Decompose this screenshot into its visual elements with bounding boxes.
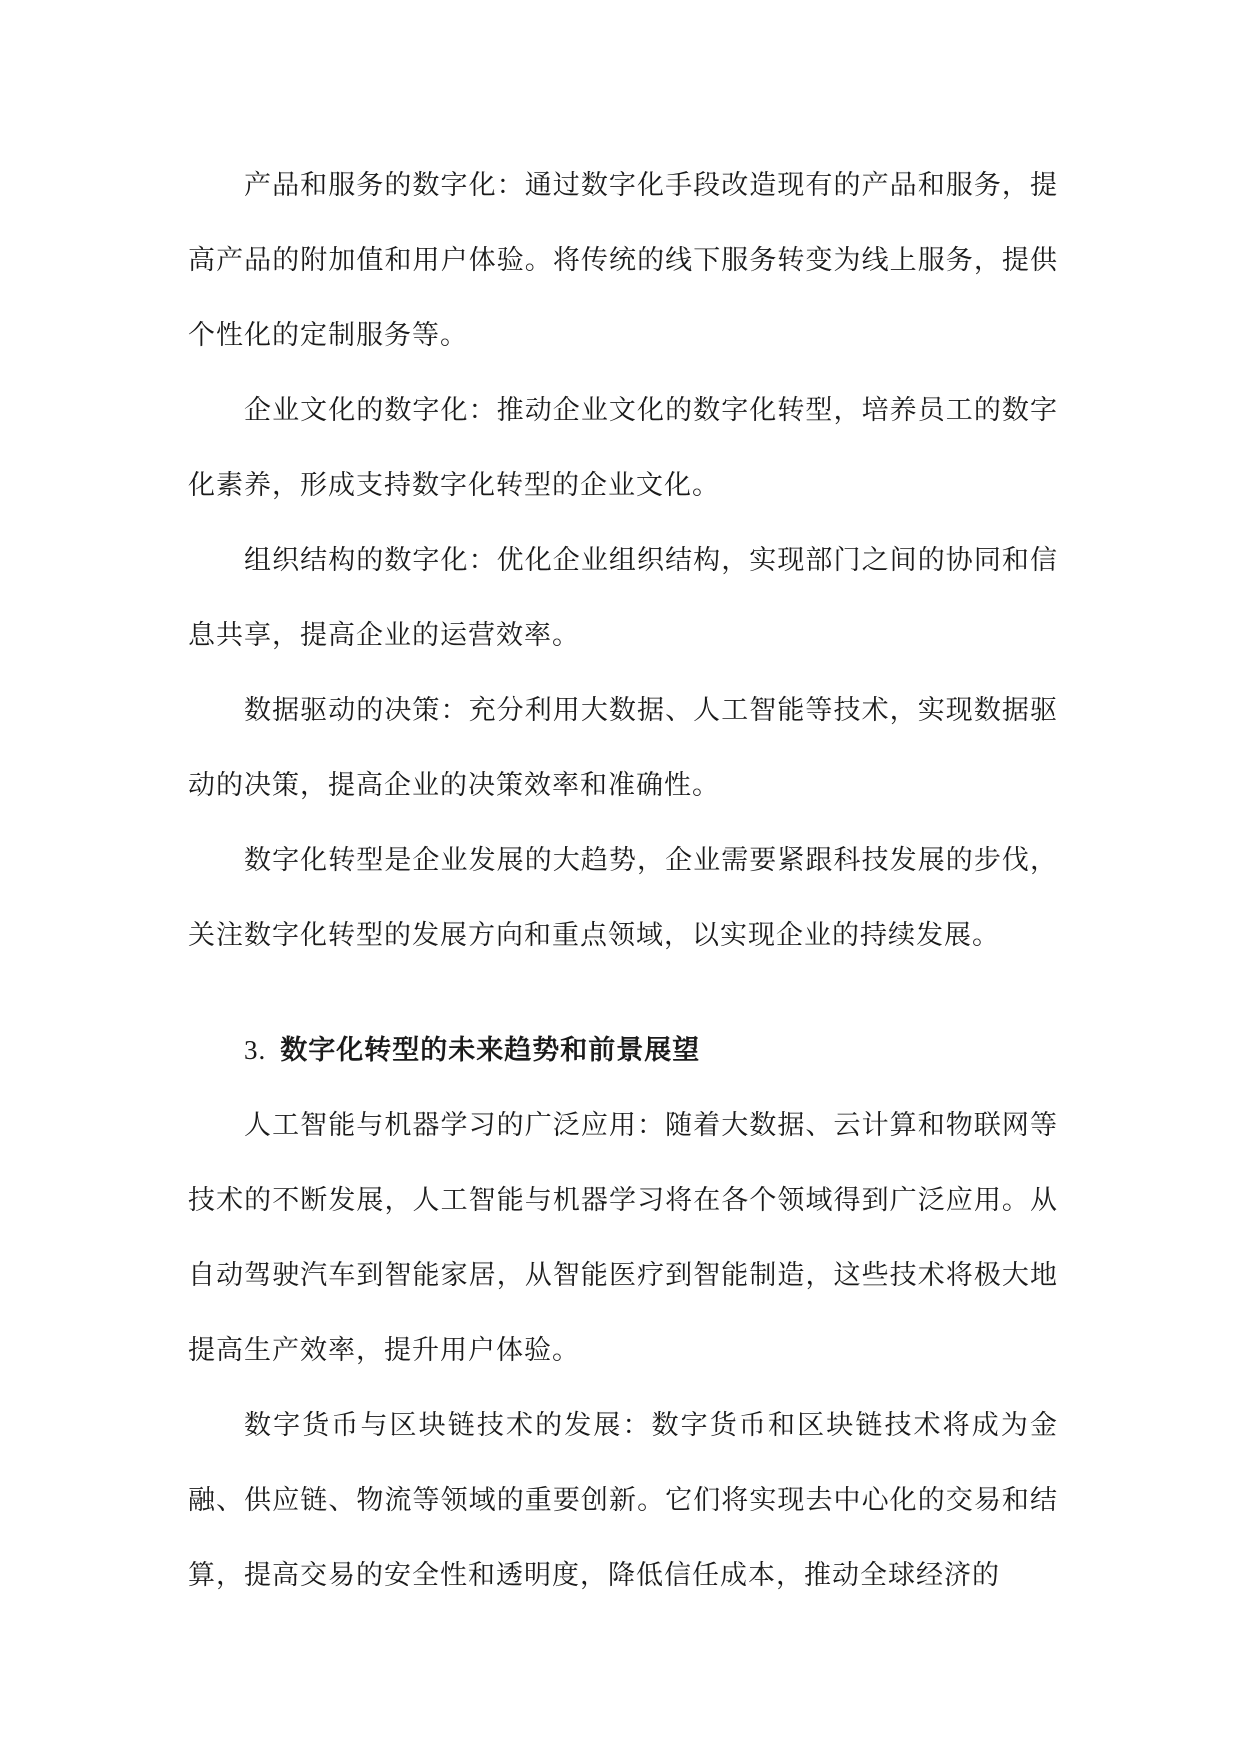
section-heading	[188, 1013, 1058, 1088]
paragraph-corporate-culture-digitalization: 企业文化的数字化：推动企业文化的数字化转型，培养员工的数字化素养，形成支持数字化转型的企业文化。	[188, 395, 1058, 501]
section-number: 3.	[244, 1035, 267, 1065]
paragraph-digital-currency-blockchain: 数字货币与区块链技术的发展：数字货币和区块链技术将成为金融、供应链、物流等领域的重要创新。它们将实现去中心化的交易和结算，提高交易的安全性和透明度，降低信任成本，推动全球经济的	[188, 1410, 1058, 1591]
paragraph-ai-machine-learning: 人工智能与机器学习的广泛应用：随着大数据、云计算和物联网等技术的不断发展，人工智能与机器学习将在各个领域得到广泛应用。从自动驾驶汽车到智能家居，从智能医疗到智能制造，这些技术将极大地提高生产效率，提升用户体验。	[188, 1110, 1058, 1366]
section-title: 数字化转型的未来趋势和前景展望	[280, 1035, 701, 1066]
paragraph-transformation-trend: 数字化转型是企业发展的大趋势，企业需要紧跟科技发展的步伐，关注数字化转型的发展方向和重点领域，以实现企业的持续发展。	[188, 845, 1058, 951]
paragraph-organization-digitalization: 组织结构的数字化：优化企业组织结构，实现部门之间的协同和信息共享，提高企业的运营效率。	[188, 545, 1058, 651]
document-page	[188, 148, 1058, 1613]
paragraph-product-service-digitalization: 产品和服务的数字化：通过数字化手段改造现有的产品和服务，提高产品的附加值和用户体验。将传统的线下服务转变为线上服务，提供个性化的定制服务等。	[188, 170, 1058, 351]
paragraph-data-driven-decision: 数据驱动的决策：充分利用大数据、人工智能等技术，实现数据驱动的决策，提高企业的决策效率和准确性。	[188, 695, 1058, 801]
